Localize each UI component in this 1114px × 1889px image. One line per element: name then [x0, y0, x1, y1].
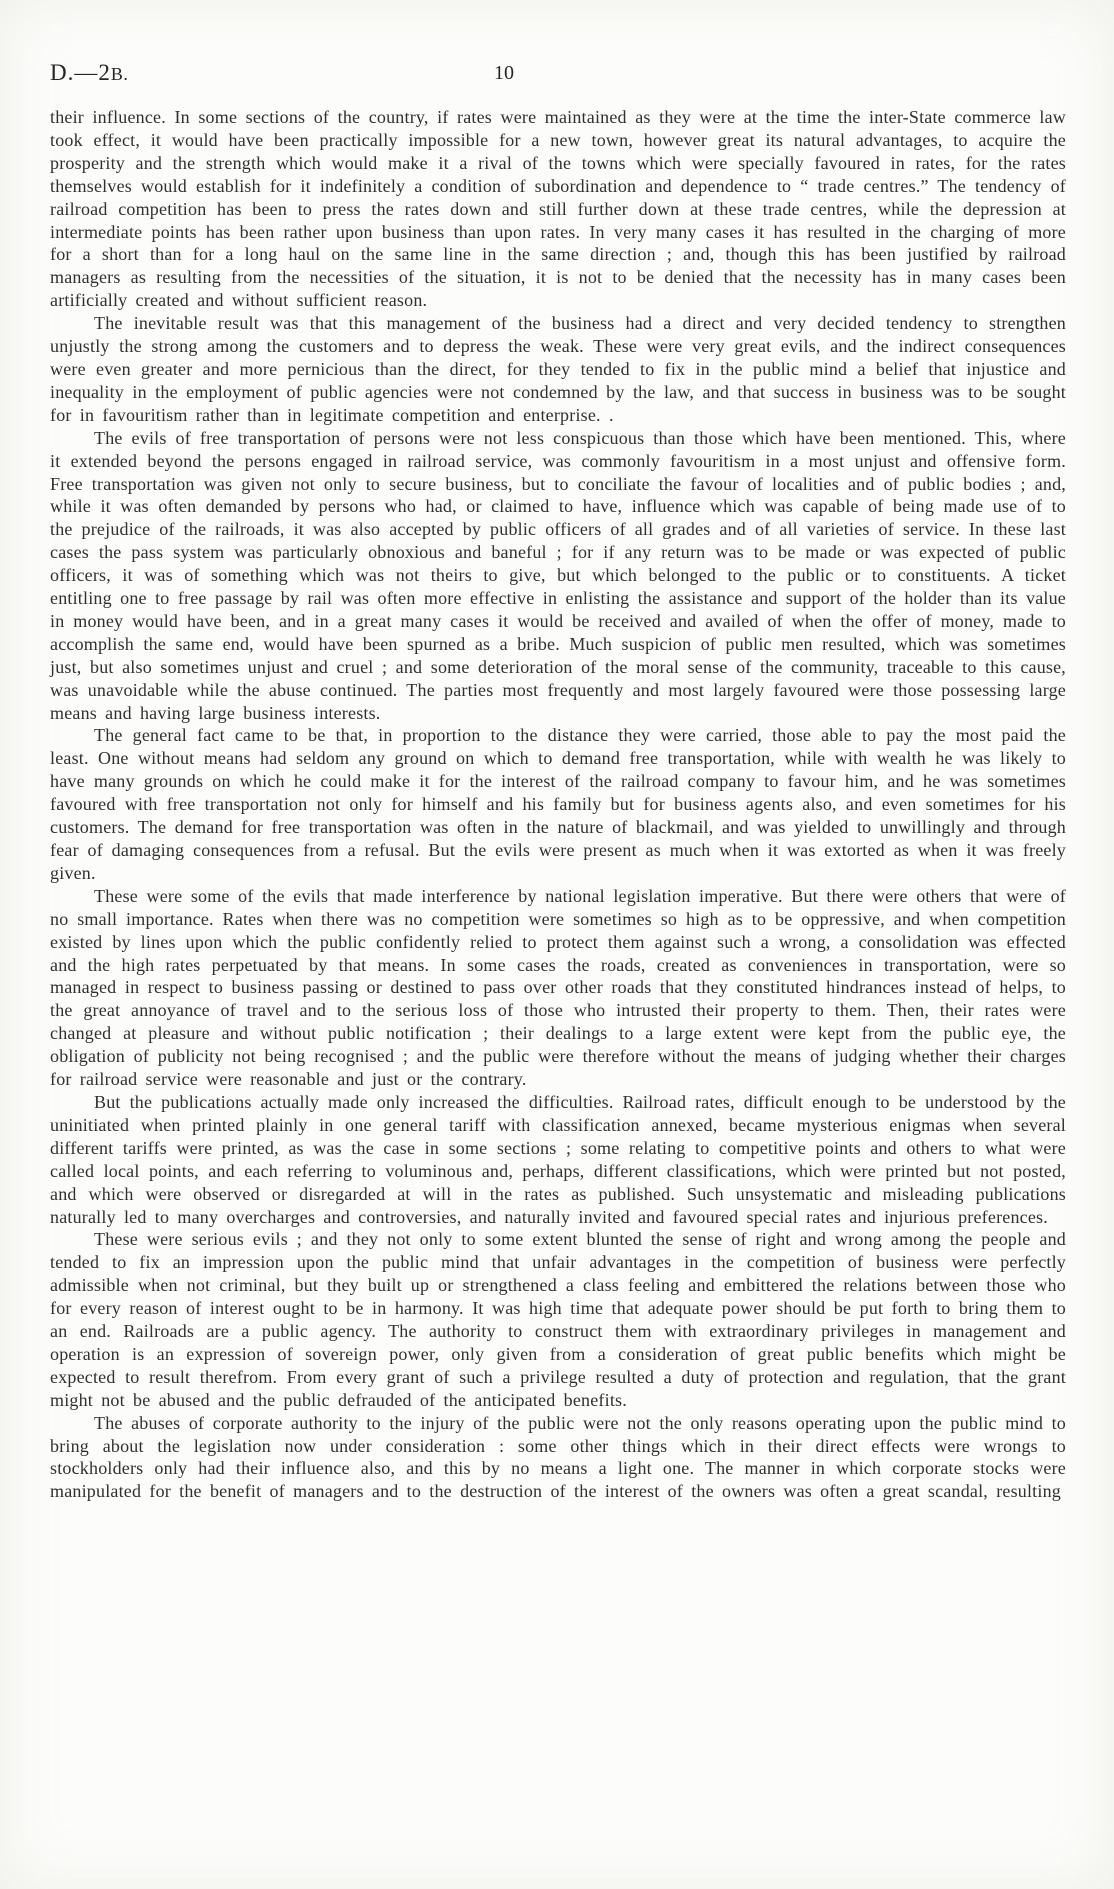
paragraph: The inevitable result was that this management of the business had a direct and very decided tendency to strengthen unjustly the strong among the customers and to depress the weak. These were very great evils, and the indirect consequences were even greater and more pernicious than the direct, for they tended to fix in the public mind a belief that injustice and inequality in the employment of public agencies were not condemned by the law, and that success in business was to be sought for in favouritism rather than in legitimate competition and enterprise. . — [50, 313, 1066, 425]
paragraph: The evils of free transportation of persons were not less conspicuous than those which have been mentioned. This, where it extended beyond the persons engaged in railroad service, was commonly favouritism in a most unjust and offensive form. Free transportation was given not only to secure business, but to conciliate the favour of localities and of public bodies ; and, while it was often demanded by persons who had, or claimed to have, influence which was capable of being made use of to the prejudice of the railroads, it was also accepted by public officers of all grades and of all varieties of service. In these last cases the pass system was particularly obnoxious and baneful ; for if any return was to be made or was expected of public officers, it was of something which was not theirs to give, but which belonged to the public or to constituents. A ticket entitling one to free passage by rail was often more effective in enlisting the assistance and support of the holder than its value in money would have been, and in a great many cases it would be received and availed of when the offer of money, made to accomplish the same end, would have been spurned as a bribe. Much suspicion of public men resulted, which was sometimes just, but also sometimes unjust and cruel ; and some deterioration of the moral sense of the community, traceable to this cause, was unavoidable while the abuse continued. The parties most frequently and most largely favoured were those possessing large means and having large business interests. — [50, 427, 1066, 723]
paragraph: The abuses of corporate authority to the injury of the public were not the only reasons operating upon the public mind to bring about the legislation now under consideration : some other things which in their direct effects were wrongs to stockholders only had their influence also, and this by no means a light one. The manner in which corporate stocks were manipulated for the benefit of managers and to the destruction of the interest of the owners was often a great scandal, resulting — [50, 1412, 1066, 1502]
page-header — [50, 60, 1066, 94]
document-signature-suffix: B. — [110, 64, 129, 84]
paragraph: The general fact came to be that, in proportion to the distance they were carried, those able to pay the most paid the least. One without means had seldom any ground on which to demand free transportation, while with wealth he was likely to have many grounds on which he could make it for the interest of the railroad company to favour him, and he was sometimes favoured with free transportation not only for himself and his family but for business agents also, and even sometimes for his customers. The demand for free transportation was often in the nature of blackmail, and was yielded to unwillingly and through fear of damaging consequences from a refusal. But the evils were present as much when it was extorted as when it was freely given. — [50, 725, 1066, 883]
document-signature-prefix: D.—2 — [50, 60, 111, 85]
page-number: 10 — [494, 62, 514, 84]
paragraph: These were some of the evils that made interference by national legislation imperative. But there were others that were of no small importance. Rates when there was no competition were sometimes so high as to be oppressive, and when competition existed by lines upon which the public confidently relied to protect them against such a wrong, a consolidation was effected and the high rates perpetuated by that means. In some cases the roads, created as conveniences in transportation, were so managed in respect to business passing or destined to pass over other roads that they constituted hindrances instead of helps, to the great annoyance of travel and to the serious loss of those who intrusted their property to them. Then, their rates were changed at pleasure and without public notification ; their dealings to a large extent were kept from the public eye, the obligation of publicity not being recognised ; and the public were therefore without the means of judging whether their charges for railroad service were reasonable and just or the contrary. — [50, 885, 1066, 1090]
document-signature — [50, 60, 128, 86]
paragraph: But the publications actually made only increased the difficulties. Railroad rates, difficult enough to be understood by the uninitiated when printed plainly in one general tariff with classification annexed, became mysterious enigmas when several different tariffs were printed, as was the case in some sections ; some relating to competitive points and others to what were called local points, and each referring to voluminous and, perhaps, different classifications, which were printed but not posted, and which were observed or disregarded at will in the rates as published. Such unsystematic and misleading publications naturally led to many overcharges and controversies, and naturally invited and favoured special rates and injurious preferences. — [50, 1091, 1066, 1227]
paragraph: These were serious evils ; and they not only to some extent blunted the sense of right and wrong among the people and tended to fix an impression upon the public mind that unfair advantages in the competition of business were perfectly admissible when not criminal, but they built up or strengthened a class feeling and embittered the relations between those who for every reason of interest ought to be in harmony. It was high time that adequate power should be put forth to bring them to an end. Railroads are a public agency. The authority to construct them with extraordinary privileges in management and operation is an expression of sovereign power, only given from a consideration of great public benefits which might be expected to result therefrom. From every grant of such a privilege resulted a duty of protection and regulation, that the grant might not be abused and the public defrauded of the anticipated benefits. — [50, 1229, 1066, 1410]
document-body — [50, 106, 1066, 1503]
paragraph: their influence. In some sections of the country, if rates were maintained as they were at the time the inter-State commerce law took effect, it would have been practically impossible for a new town, however great its natural advantages, to acquire the prosperity and the strength which would make it a rival of the towns which were specially favoured in rates, for the rates themselves would establish for it indefinitely a condition of subordination and dependence to “ trade centres.” The tendency of railroad competition has been to press the rates down and still further down at these trade centres, while the depression at intermediate points has been rather upon business than upon rates. In very many cases it has resulted in the charging of more for a short than for a long haul on the same line in the same direction ; and, though this has been justified by railroad managers as resulting from the necessities of the situation, it is not to be denied that the necessity has in many cases been artificially created and without sufficient reason. — [50, 107, 1066, 311]
